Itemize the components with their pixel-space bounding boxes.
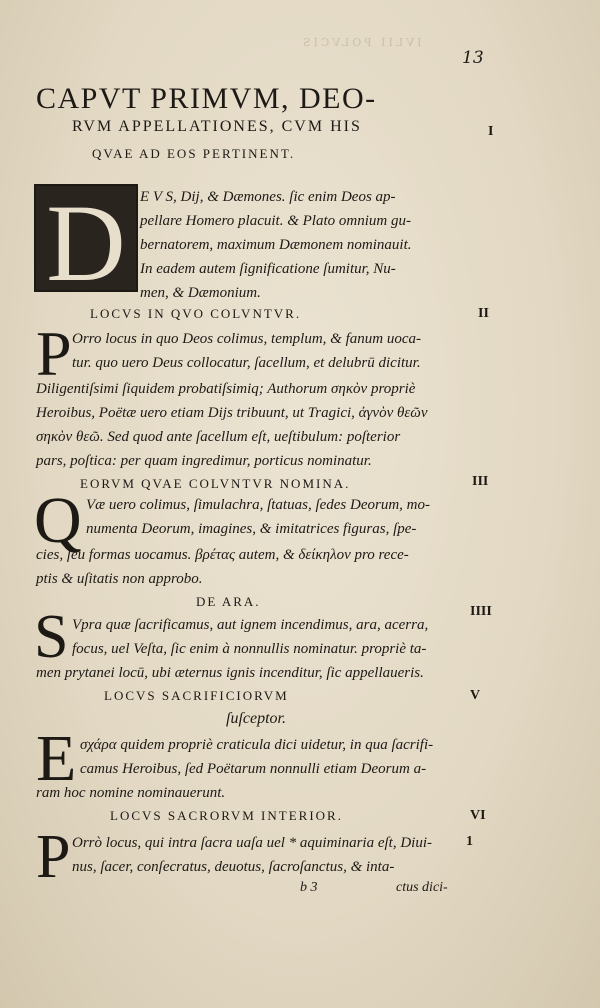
show-through-header: IVLII POLVCIS [300,36,422,49]
section-number-3: III [472,474,489,489]
section-number-2: II [478,306,489,321]
chapter-title-line-1: CAPVT PRIMVM, DEO- [36,82,377,115]
initial-letter: D [46,182,126,304]
text-line: camus Heroibus, ſed Poëtarum nonnulli etiam Deorum a- [80,761,427,777]
drop-cap-e: E [36,722,77,795]
section-heading: EORVM QVAE COLVNTVR NOMINA. [80,476,351,491]
side-mark: 1 [466,834,473,849]
section-number-1: I [488,124,494,139]
text-line: ram hoc nomine nominauerunt. [36,785,226,801]
text-line: σχάρα quidem propriè craticula dici uidetur, in qua ſacrifi- [80,737,434,753]
drop-cap-p: P [36,823,71,891]
text-line: tur. quo uero Deus collocatur, ſacellum, et delubrū dicitur. [72,355,421,371]
section-number-6: VI [470,808,486,823]
decorated-initial-d [34,182,138,304]
signature-mark: b 3 [300,880,318,895]
drop-cap-q: Q [34,484,82,557]
section-number-4: IIII [470,604,492,619]
text-line: numenta Deorum, imagines, & imitatrices figuras, ſpe- [86,521,417,537]
text-line: Heroibus, Poëtæ uero etiam Dijs tribuunt, ut Tragici, ἀγνὸν θεῶν [36,405,428,421]
text-line: E V S, Dij, & Dæmones. ſic enim Deos ap- [140,189,396,205]
chapter-title-line-2: RVM APPELLATIONES, CVM HIS [72,118,362,135]
section-heading: DE ARA. [196,594,261,609]
text-line: ptis & uſitatis non approbo. [36,571,203,587]
text-line: bernatorem, maximum Dæmonem nominauit. [140,237,412,253]
text-line: pars, poſtica: per quam ingredimur, porticus nominatur. [36,453,372,469]
drop-cap-p: P [36,318,72,389]
section-heading-continuation: ſuſceptor. [226,710,286,727]
text-line: nus, ſacer, conſecratus, deuotus, ſacroſanctus, & inta- [72,859,395,875]
section-heading: LOCVS SACRORVM INTERIOR. [110,808,343,823]
chapter-title-line-3: QVAE AD EOS PERTINENT. [92,146,296,161]
text-line: Orrò locus, qui intra ſacra uaſa uel * aquiminaria eſt, Diui- [72,835,432,851]
catchword: ctus dici- [396,880,448,895]
text-line: men prytanei locū, ubi æternus ignis incenditur, ſic appellaueris. [36,665,424,681]
text-line: cies, ſeu formas uocamus. βρέτας autem, & δείκηλον pro rece- [36,547,409,563]
section-number-5: V [470,688,481,703]
text-line: Orro locus in quo Deos colimus, templum, & fanum uoca- [72,331,421,347]
page-number: 13 [462,48,484,68]
text-line: σηκὸν θεῶ. Sed quod ante ſacellum eſt, ueſtibulum: poſterior [36,429,401,445]
text-line: Vpra quæ ſacrificamus, aut ignem incendimus, ara, acerra, [72,617,429,633]
text-line: In eadem autem ſignificatione ſumitur, Nu- [140,261,396,277]
text-line: pellare Homero placuit. & Plato omnium gu- [140,213,411,229]
text-line: Væ uero colimus, ſimulachra, ſtatuas, ſedes Deorum, mo- [86,497,430,513]
section-heading: LOCVS SACRIFICIORVM [104,688,289,703]
section-heading: LOCVS IN QVO COLVNTVR. [90,306,302,321]
text-line: focus, uel Veſta, ſic enim à nonnullis nominatur. propriè ta- [72,641,427,657]
text-line: Diligentiſsimi ſiquidem probatiſsimiq; Authorum σηκὸν propriè [36,381,416,397]
drop-cap-s: S [34,603,69,671]
text-line: men, & Dæmonium. [140,285,261,301]
